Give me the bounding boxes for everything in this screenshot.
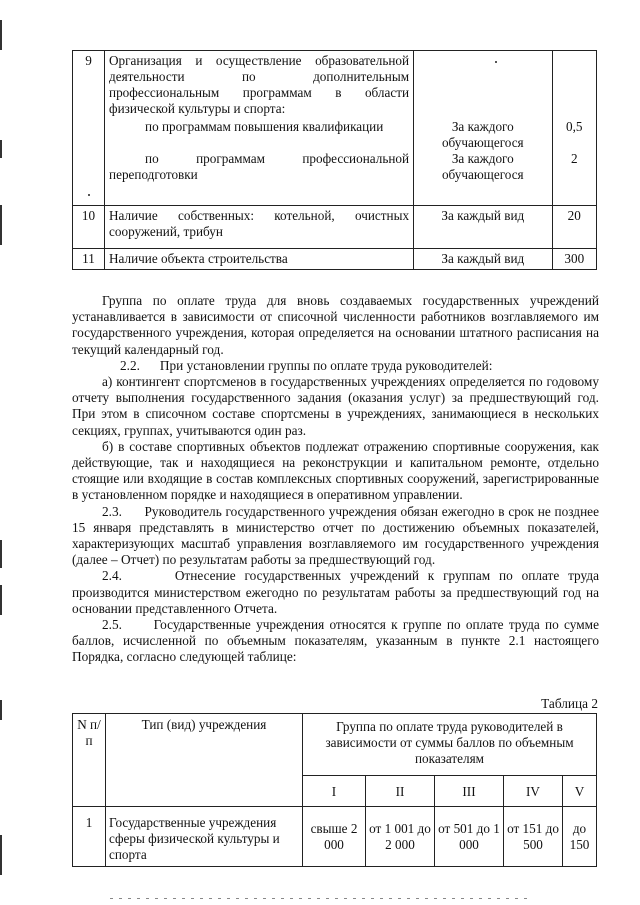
row-value: 0,5 2 [552,51,596,206]
group-label: V [563,776,597,807]
row-value: 300 [552,249,596,270]
paragraph: 2.5. Государственные учреждения относятся к группе по оплате труда по сумме баллов, исчисленной по объемным показателям, указанным в пункте 2.1 настоящего Порядка, согласно следующей таблице: [72,617,599,665]
scan-mark [0,20,2,50]
scan-mark [0,585,2,615]
scan-mark [0,140,2,158]
row-unit: За каждый вид [414,249,552,270]
header-type: Тип (вид) учреждения [106,714,303,807]
group-value: от 501 до 1 000 [435,807,504,867]
row-number: 1 [73,807,106,867]
scan-mark [0,540,2,568]
row-number: 11 [73,249,105,270]
paragraph: 2.3. Руководитель государственного учреждения обязан ежегодно в срок не позднее 15 января представлять в министерство отчет по достижению объемных показателей, характеризующих масштаб управления возглавляемого им государственного учреждения (далее – Отчет) по результатам работы за предшествующий год. [72,503,599,568]
table-caption: Таблица 2 [541,696,598,711]
body-text [72,293,599,666]
group-label: II [366,776,435,807]
row-description: Наличие собственных: котельной, очистных сооружений, трибун [105,206,414,249]
paragraph: 2.2. При установлении группы по оплате труда руководителей: [120,357,493,373]
group-value: свыше 2 000 [303,807,366,867]
group-label: I [303,776,366,807]
table-row [73,807,597,867]
paragraph: а) контингент спортсменов в государственных учреждениях определяется по годовому отчету выполнения государственного задания (оказания услуг) за предшествующий год. При этом в списочном составе спортсмены в учреждениях, занимающиеся в нескольких секциях, группах, учитываются один раз. [72,374,599,438]
paragraph: Группа по оплате труда для вновь создаваемых государственных учреждений устанавливается в зависимости от списочной численности работников возглавляемого им государственного учреждения, которая определяется на основании штатного расписания на текущий календарный год. [72,293,599,357]
row-value: 20 [552,206,596,249]
paragraph: 2.4. Отнесение государственных учреждений к группам по оплате труда производится министерством ежегодно по результатам работы за предшествующий год на основании представленного Отчета. [72,568,599,616]
header-group: Группа по оплате труда руководителей в зависимости от суммы баллов по объемным показателям [303,714,597,776]
table-header-row [73,714,597,776]
header-num: N п/п [73,714,106,807]
row-description: Наличие объекта строительства [105,249,414,270]
table-row [73,51,597,206]
groups-table [72,713,597,867]
group-value: от 1 001 до 2 000 [366,807,435,867]
scan-mark [0,205,2,245]
group-label: III [435,776,504,807]
group-label: IV [504,776,563,807]
row-unit: За каждый вид [414,206,552,249]
row-unit: За каждого обучающегося За каждого обучающегося [414,51,552,206]
group-value: от 151 до 500 [504,807,563,867]
table-row [73,249,597,270]
row-type: Государственные учреждения сферы физической культуры и спорта [106,807,303,867]
scan-bottom-line [110,898,530,899]
group-value: до 150 [563,807,597,867]
row-number: 10 [73,206,105,249]
paragraph: б) в составе спортивных объектов подлежат отражению спортивные сооружения, как действующие, так и находящиеся на реконструкции и капитальном ремонте, отдельно стоящие или входящие в состав комплексных спортивных сооружений, зарегистрированные в установленном порядке и находящиеся в оперативном управлении. [72,438,599,503]
indicators-table [72,50,597,270]
scan-mark [0,835,2,875]
table-row [73,206,597,249]
scan-mark [0,700,2,720]
row-description: Организация и осуществление образовательной деятельности по дополнительным профессиональным программам в области физической культуры и спорта: по программам повышения квалификации по программам профессиональной переподготовки [105,51,414,206]
row-number: 9 [73,51,105,206]
